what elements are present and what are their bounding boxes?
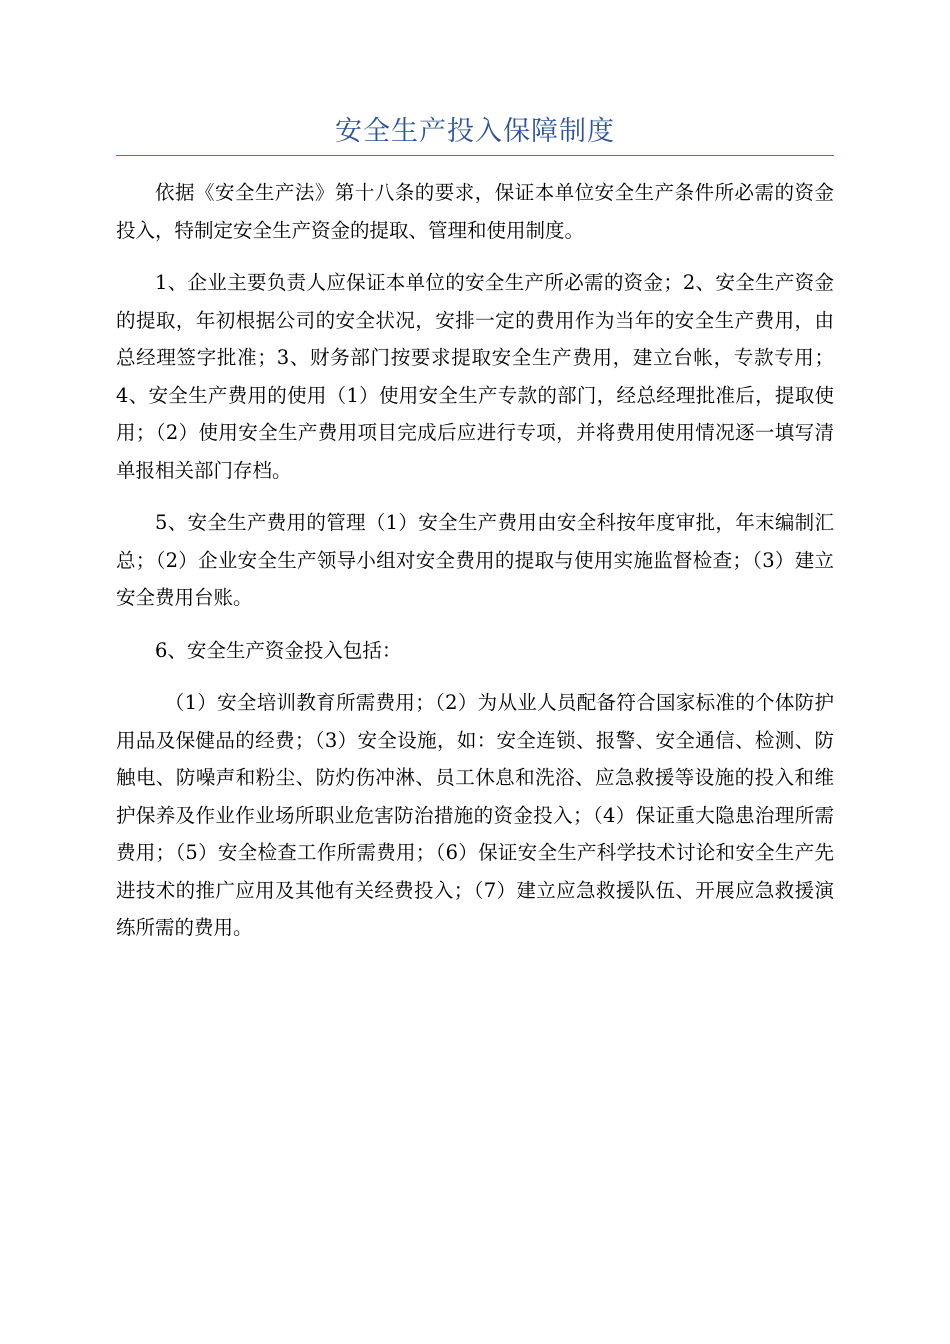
paragraph-item-6: 6、安全生产资金投入包括： [155, 638, 402, 662]
paragraph-intro: 依据《安全生产法》第十八条的要求，保证本单位安全生产条件所必需的资金投入，特制定安全生产资金的提取、管理和使用制度。 [116, 181, 834, 242]
paragraph-item-5: 5、安全生产费用的管理（1）安全生产费用由安全科按年度审批，年末编制汇总；（2）企业安全生产领导小组对安全费用的提取与使用实施监督检查；（3）建立安全费用台账。 [116, 511, 834, 609]
paragraph-item-6-details: （1）安全培训教育所需费用；（2）为从业人员配备符合国家标准的个体防护用品及保健品的经费；（3）安全设施，如：安全连锁、报警、安全通信、检测、防触电、防噪声和粉尘、防灼伤冲淋、员工休息和洗浴、应急救援等设施的投入和维护保养及作业作业场所职业危害防治措施的资金投入；（4）保证重大隐患治理所需费用；（5）安全检查工作所需费用；（6）保证安全生产科学技术讨论和安全生产先进技术的推广应用及其他有关经费投入；（7）建立应急救援队伍、开展应急救援演练所需的费用。 [116, 691, 834, 939]
paragraph-items-1-4: 1、企业主要负责人应保证本单位的安全生产所必需的资金；2、安全生产资金的提取，年初根据公司的安全状况，安排一定的费用作为当年的安全生产费用，由总经理签字批准；3、财务部门按要求提取安全生产费用，建立台帐，专款专用；4、安全生产费用的使用（1）使用安全生产专款的部门，经总经理批准后，提取使用；（2）使用安全生产费用项目完成后应进行专项，并将费用使用情况逐一填写清单报相关部门存档。 [116, 271, 834, 482]
page-title: 安全生产投入保障制度 [335, 116, 615, 147]
document-body [116, 174, 834, 962]
title-underline [116, 155, 834, 156]
